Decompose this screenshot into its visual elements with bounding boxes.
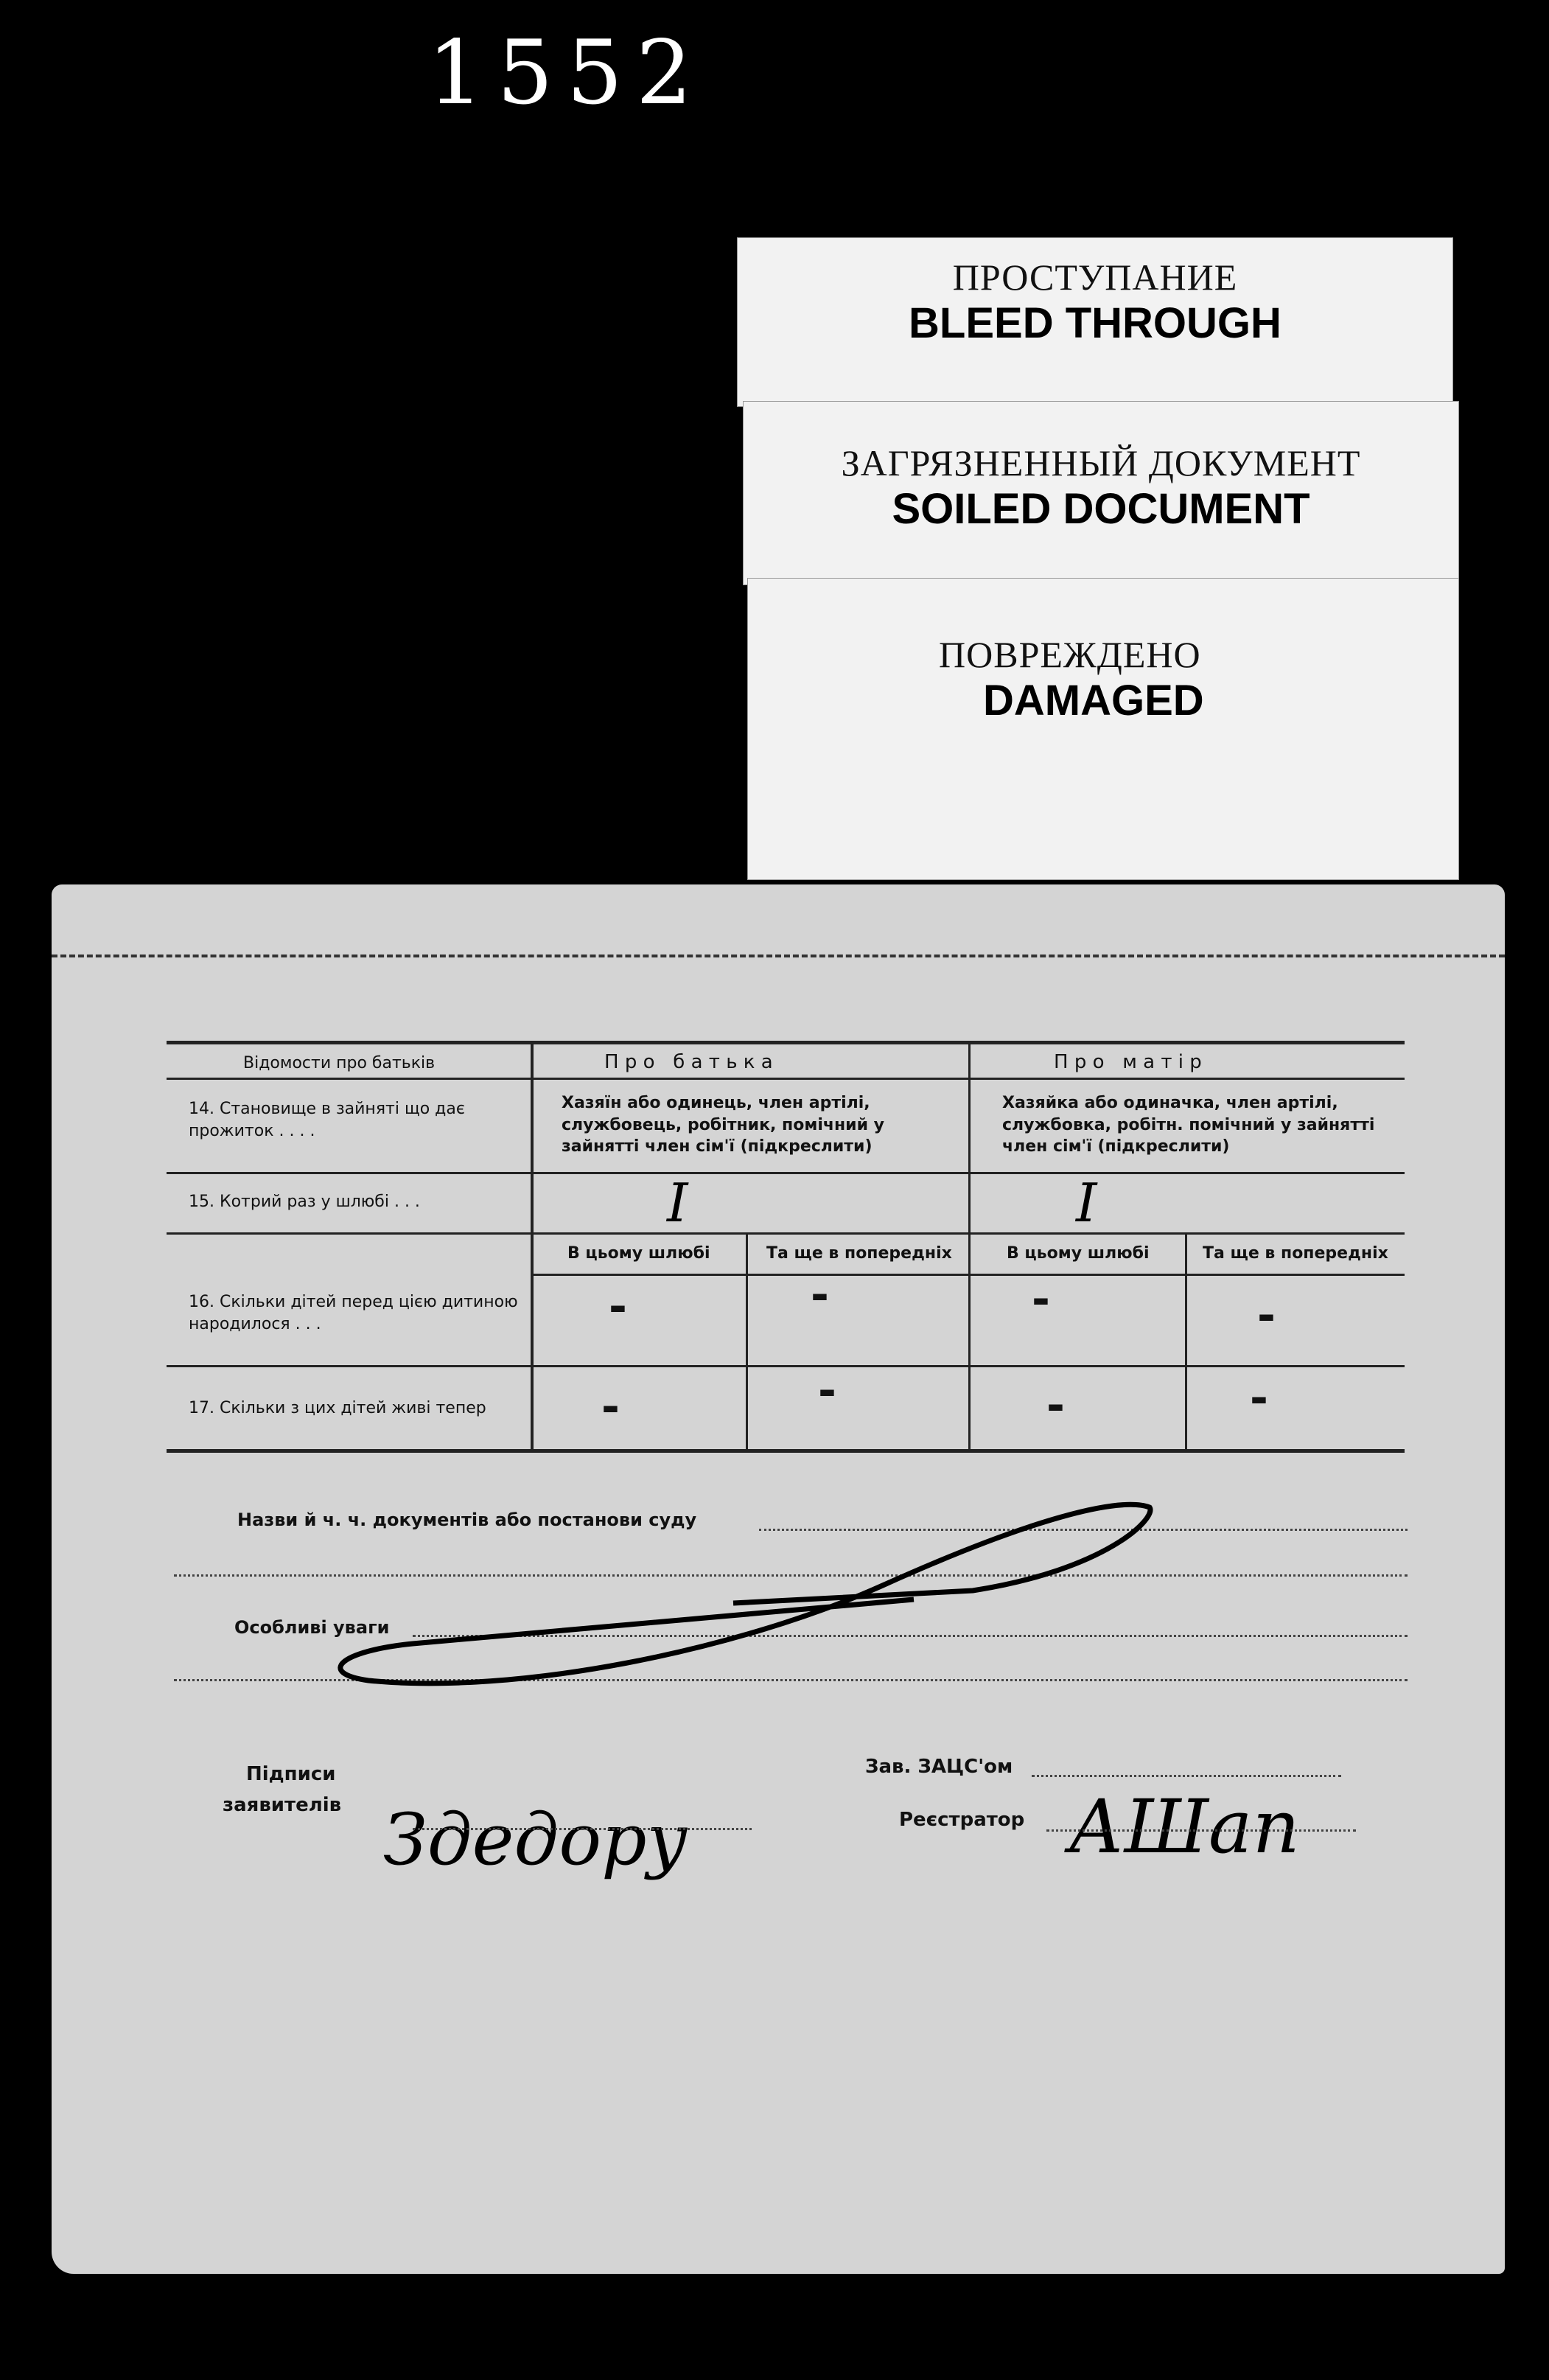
registrar-signature-line bbox=[1046, 1829, 1356, 1832]
row14-father-text: Хазяїн або одинець, член артілі, службовець, робітник, помічний у зайнятті член сім'ї (підкреслити) bbox=[562, 1094, 884, 1156]
row16-value: - bbox=[811, 1269, 829, 1321]
tag-en-text: BLEED THROUGH bbox=[909, 299, 1281, 347]
row17-value: - bbox=[818, 1365, 836, 1417]
applicants-label: Підписи bbox=[246, 1763, 336, 1785]
row17-value: - bbox=[1250, 1372, 1268, 1424]
row14-label: 14. Становище в зайняті що дає прожиток . . . . bbox=[189, 1100, 465, 1140]
archive-number: 1552 bbox=[427, 22, 706, 125]
applicant-signature: Здедору bbox=[383, 1798, 688, 1881]
tag-ru-text: ЗАГРЯЗНЕННЫЙ ДОКУМЕНТ bbox=[841, 442, 1361, 484]
loop-path bbox=[340, 1504, 1150, 1683]
row17-label: 17. Скільки з цих дітей живі тепер bbox=[189, 1399, 486, 1417]
row16-value: - bbox=[609, 1281, 627, 1333]
tag-ru-text: ПРОСТУПАНИЕ bbox=[952, 257, 1238, 298]
subheader-mother-previous: Та ще в попередніх bbox=[1203, 1244, 1388, 1263]
row17-value: - bbox=[1046, 1380, 1065, 1431]
applicant-signature-line bbox=[413, 1828, 752, 1830]
registrar-signature: АШап bbox=[1069, 1784, 1300, 1870]
subheader-father-this-marriage: В цьому шлюбі bbox=[567, 1244, 710, 1263]
row17-value: - bbox=[601, 1381, 620, 1433]
subheader-mother-this-marriage: В цьому шлюбі bbox=[1007, 1244, 1150, 1263]
header-about-father: П р о б а т ь к а bbox=[604, 1051, 773, 1073]
row15-mother-value: I bbox=[1076, 1172, 1097, 1234]
row16-value: - bbox=[1032, 1274, 1050, 1325]
row14-mother-text: Хазяйка або одиначка, член артілі, службовка, робітн. помічний у зайнятті член сім'ї (підкреслити) bbox=[1002, 1094, 1375, 1156]
registrar-label: Реєстратор bbox=[899, 1809, 1025, 1831]
remarks-label: Особливі уваги bbox=[234, 1617, 390, 1638]
documents-label: Назви й ч. ч. документів або постанови суду bbox=[237, 1510, 697, 1530]
header-parents-info: Відомости про батьків bbox=[243, 1054, 436, 1072]
row16-value: - bbox=[1257, 1290, 1276, 1341]
applicants-label-2: заявителів bbox=[223, 1794, 342, 1816]
row15-father-value: I bbox=[667, 1172, 688, 1234]
head-signature-line bbox=[1032, 1775, 1341, 1777]
head-label: Зав. ЗАЦС'ом bbox=[865, 1756, 1013, 1778]
row16-label: 16. Скільки дітей перед цією дитиною народилося . . . bbox=[189, 1293, 518, 1333]
tag-en-text: SOILED DOCUMENT bbox=[892, 485, 1310, 533]
header-about-mother: П р о м а т і р bbox=[1054, 1051, 1202, 1073]
tag-ru-text: ПОВРЕЖДЕНО bbox=[939, 634, 1201, 675]
subheader-father-previous: Та ще в попередніх bbox=[766, 1244, 952, 1263]
row15-label: 15. Котрий раз у шлюбі . . . bbox=[189, 1193, 420, 1211]
tag-en-text: DAMAGED bbox=[983, 677, 1204, 725]
